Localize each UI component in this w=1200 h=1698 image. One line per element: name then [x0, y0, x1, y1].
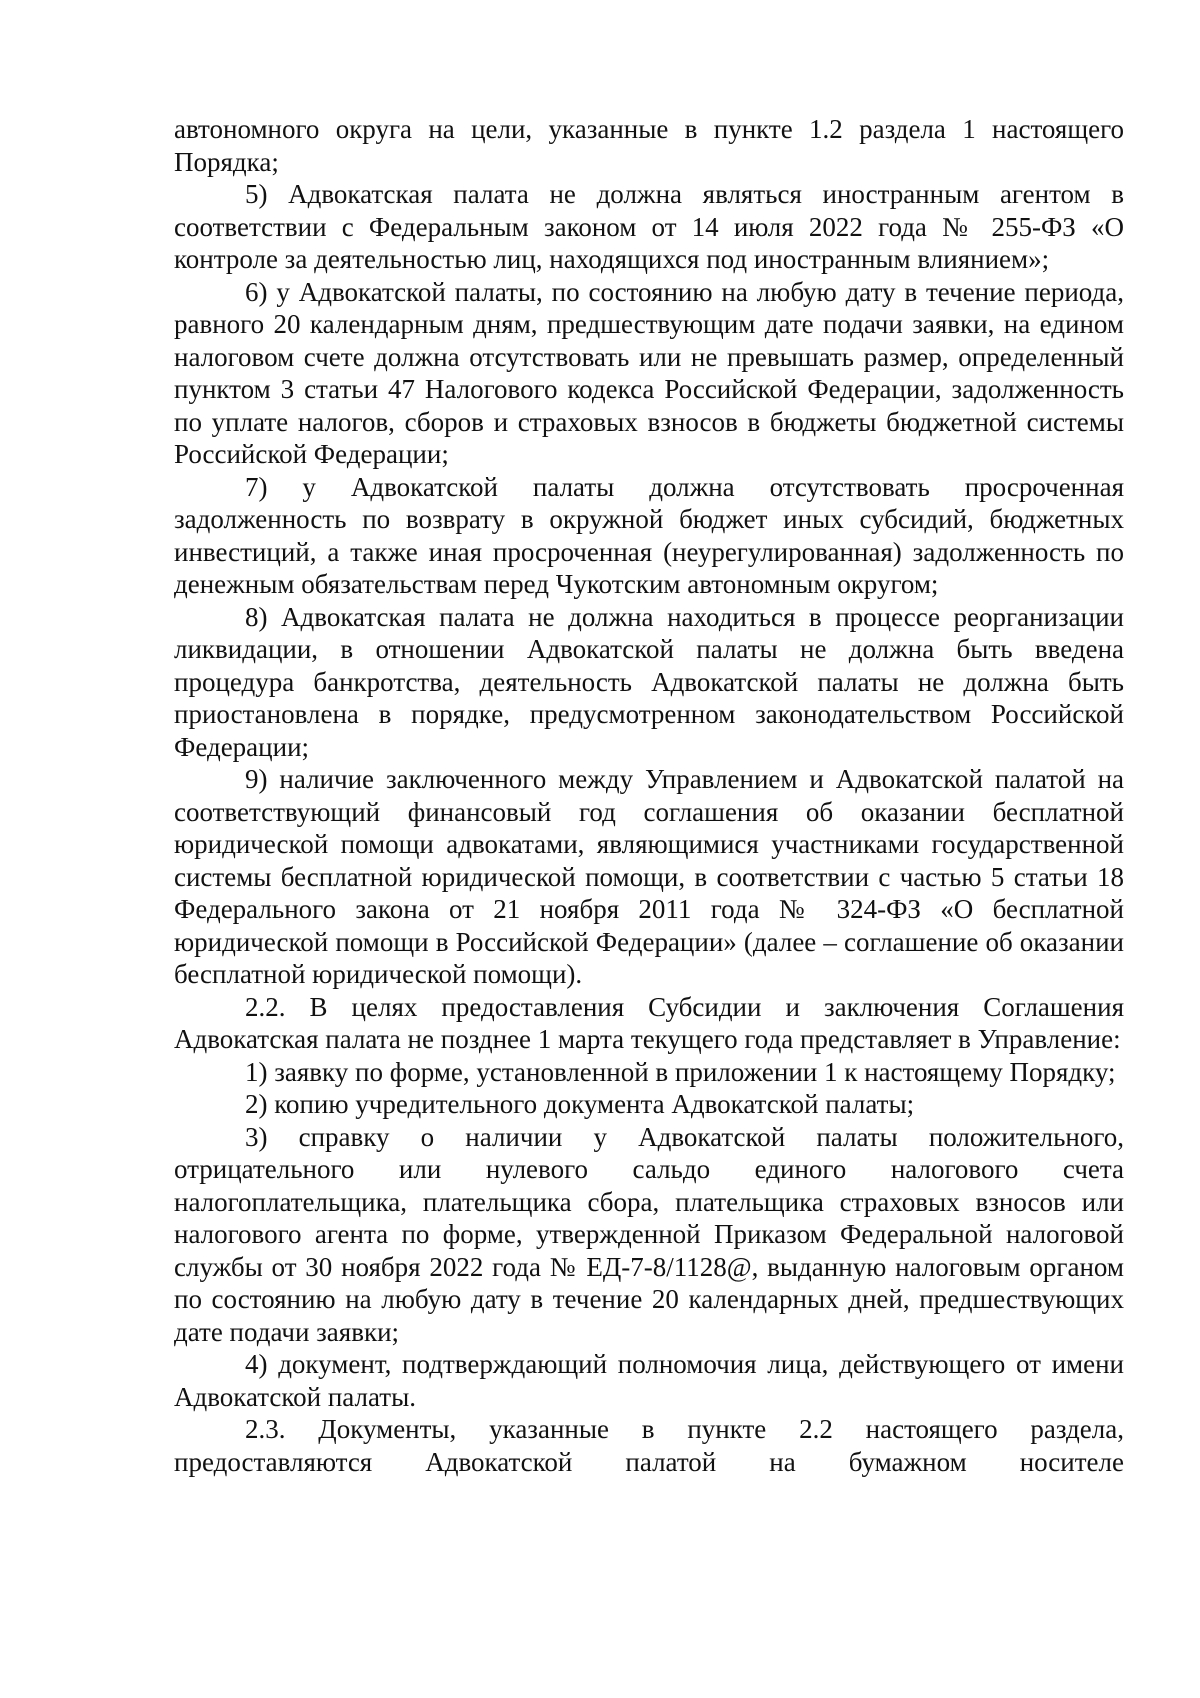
paragraph-2-2-item-1: 1) заявку по форме, установленной в приложении 1 к настоящему Порядку;	[245, 1056, 1116, 1087]
paragraph-2-2-item-3: 3) справку о наличии у Адвокатской палаты положительного, отрицательного или нулевого сальдо единого налогового счета налогоплательщика, плательщика сбора, плательщика страховых взносов или налогового агента по форме, утвержденной Приказом Федеральной налоговой службы от 30 ноября 2022 года № ЕД-7-8/1128@, выданную налоговым органом по состоянию на любую дату в течение 20 календарных дней, предшествующих дате подачи заявки;	[174, 1121, 1124, 1347]
paragraph-continuation: автономного округа на цели, указанные в пункте 1.2 раздела 1 настоящего Порядка;	[174, 114, 1124, 177]
paragraph-item-9: 9) наличие заключенного между Управлением и Адвокатской палатой на соответствующий финансовый год соглашения об оказании бесплатной юридической помощи адвокатами, являющимися участниками государственной системы бесплатной юридической помощи, в соответствии с частью 5 статьи 18 Федерального закона от 21 ноября 2011 года № 324-ФЗ «О бесплатной юридической помощи в Российской Федерации» (далее – соглашение об оказании бесплатной юридической помощи).	[174, 764, 1124, 989]
paragraph-item-6: 6) у Адвокатской палаты, по состоянию на любую дату в течение периода, равного 20 календарным дням, предшествующим дате подачи заявки, на едином налоговом счете должна отсутствовать или не превышать размер, определенный пунктом 3 статьи 47 Налогового кодекса Российской Федерации, задолженность по уплате налогов, сборов и страховых взносов в бюджеты бюджетной системы Российской Федерации;	[174, 276, 1124, 469]
paragraph-item-5: 5) Адвокатская палата не должна являться иностранным агентом в соответствии с Федеральным законом от 14 июля 2022 года № 255-ФЗ «О контроле за деятельностью лиц, находящихся под иностранным влиянием»;	[174, 179, 1124, 274]
document-page	[174, 113, 1124, 1478]
paragraph-section-2-2: 2.2. В целях предоставления Субсидии и заключения Соглашения Адвокатская палата не позднее 1 марта текущего года представляет в Управление:	[174, 991, 1124, 1054]
paragraph-section-2-3: 2.3. Документы, указанные в пункте 2.2 настоящего раздела, предоставляются Адвокатской палатой на бумажном носителе	[174, 1414, 1124, 1477]
paragraph-2-2-item-2: 2) копию учредительного документа Адвокатской палаты;	[245, 1089, 915, 1119]
paragraph-2-2-item-4: 4) документ, подтверждающий полномочия лица, действующего от имени Адвокатской палаты.	[174, 1349, 1124, 1412]
paragraph-item-7: 7) у Адвокатской палаты должна отсутствовать просроченная задолженность по возврату в окружной бюджет иных субсидий, бюджетных инвестиций, а также иная просроченная (неурегулированная) задолженность по денежным обязательствам перед Чукотским автономным округом;	[174, 471, 1124, 599]
paragraph-item-8: 8) Адвокатская палата не должна находиться в процессе реорганизации ликвидации, в отношении Адвокатской палаты не должна быть введена процедура банкротства, деятельность Адвокатской палаты не должна быть приостановлена в порядке, предусмотренном законодательством Российской Федерации;	[174, 601, 1124, 762]
